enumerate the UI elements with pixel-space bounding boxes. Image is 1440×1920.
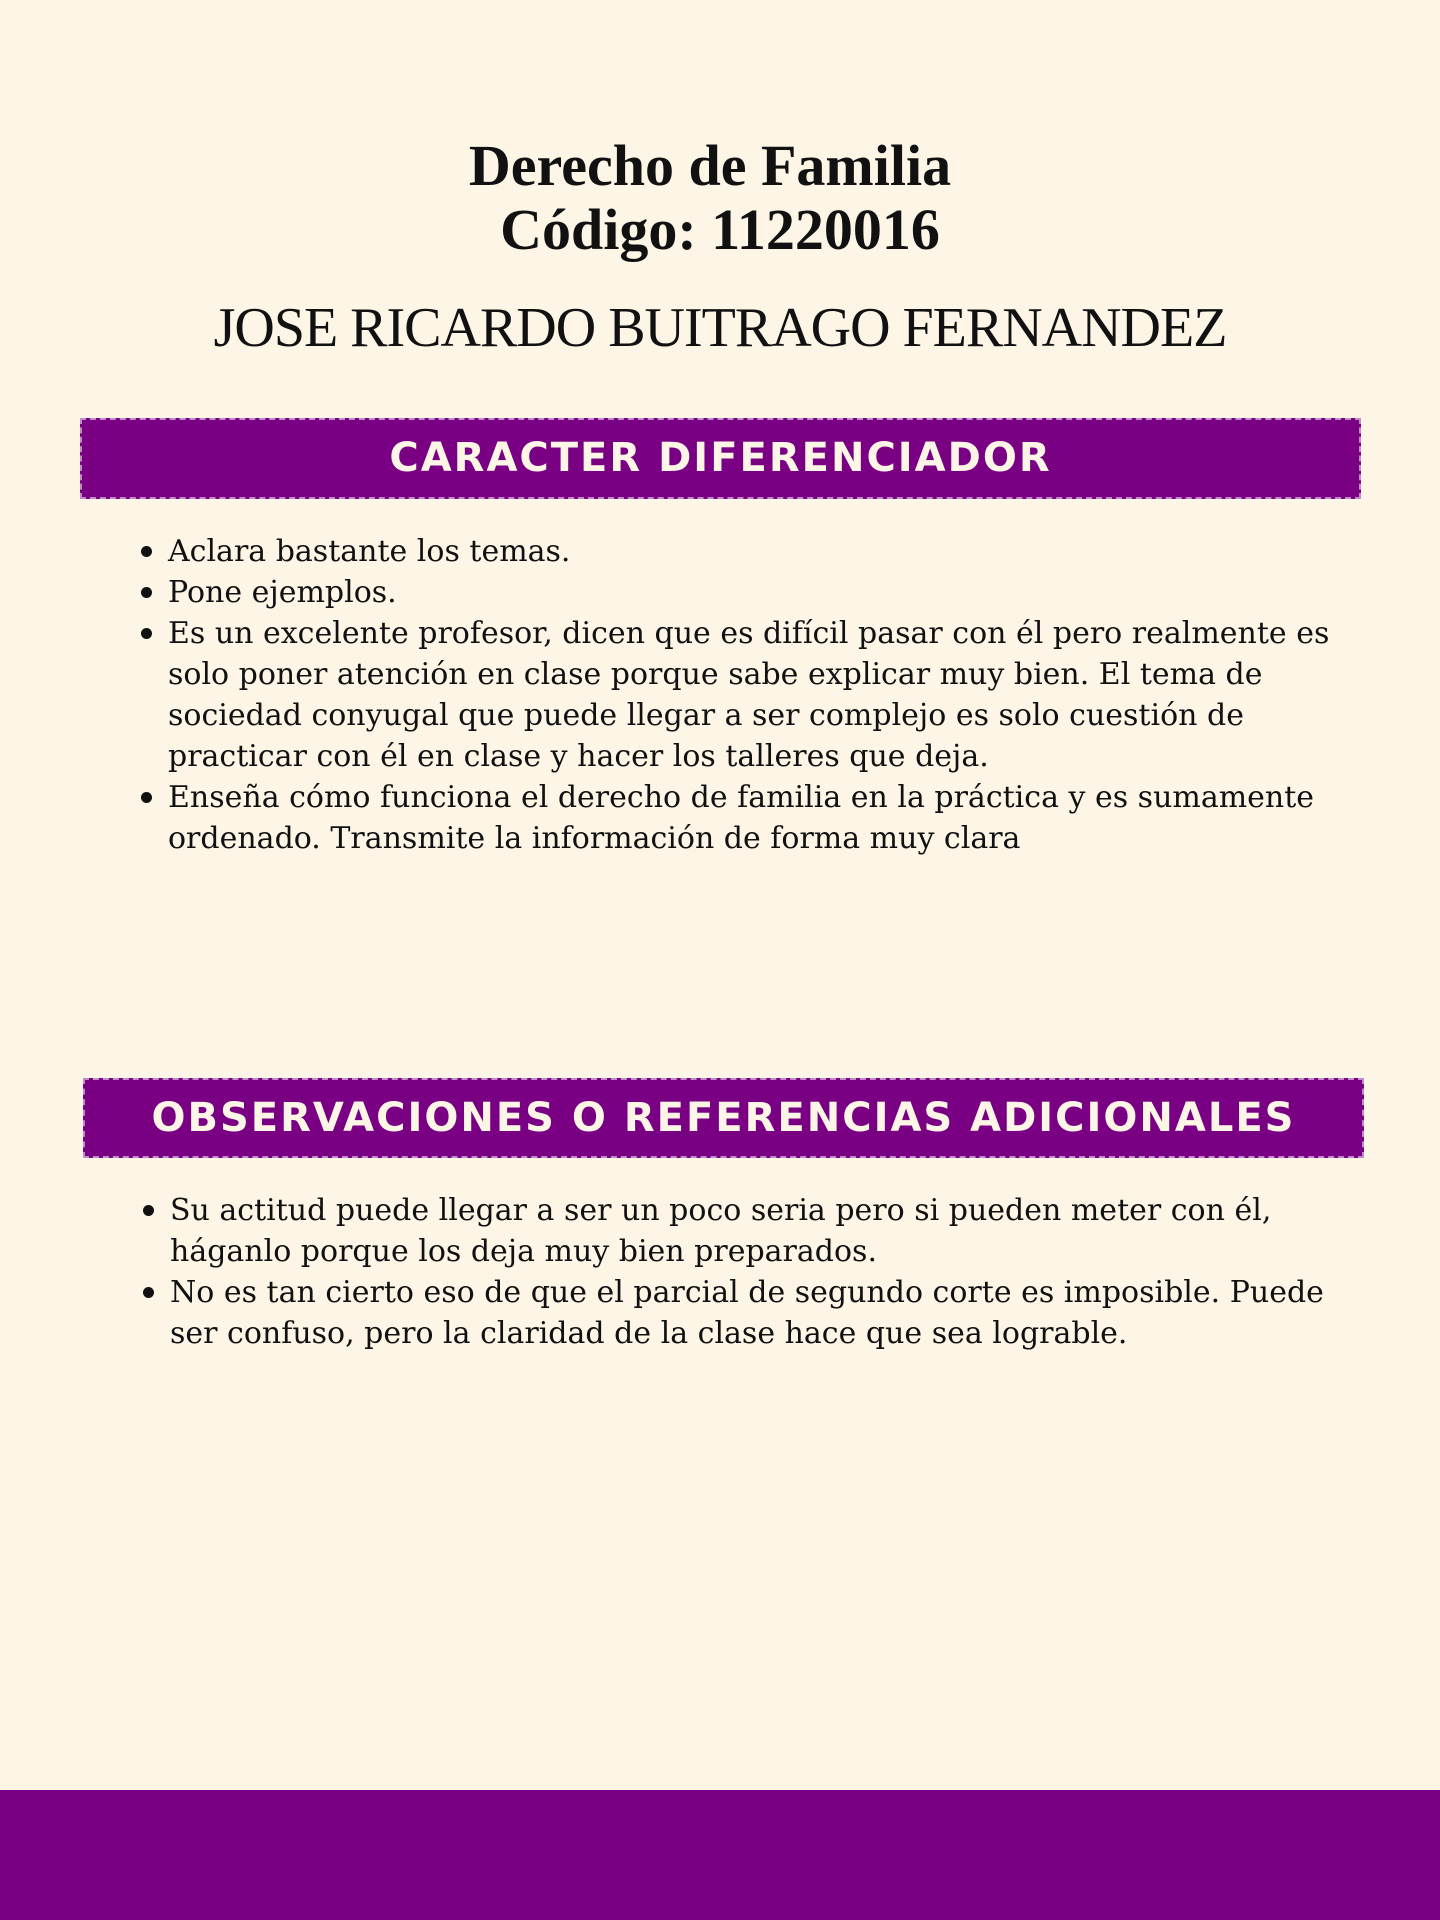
list-item: Aclara bastante los temas. — [138, 531, 1368, 572]
list-item: Pone ejemplos. — [138, 572, 1368, 613]
course-title: Derecho de Familia — [468, 133, 952, 198]
section-banner-caracter-diferenciador: CARACTER DIFERENCIADOR — [80, 418, 1361, 499]
list-item: Enseña cómo funciona el derecho de familia en la práctica y es sumamente ordenado. Transmite la información de forma muy clara — [138, 777, 1368, 859]
observaciones-list — [140, 1190, 1370, 1354]
course-code: Código: 11220016 — [500, 197, 940, 262]
footer-bar — [0, 1790, 1440, 1920]
section-banner-observaciones: OBSERVACIONES O REFERENCIAS ADICIONALES — [83, 1078, 1364, 1158]
professor-name: JOSE RICARDO BUITRAGO FERNANDEZ — [213, 297, 1227, 359]
caracter-diferenciador-list — [138, 531, 1368, 859]
list-item: Su actitud puede llegar a ser un poco seria pero si pueden meter con él, háganlo porque los deja muy bien preparados. — [140, 1190, 1370, 1272]
list-item: Es un excelente profesor, dicen que es difícil pasar con él pero realmente es solo poner atención en clase porque sabe explicar muy bien. El tema de sociedad conyugal que puede llegar a ser complejo es solo cuestión de practicar con él en clase y hacer los talleres que deja. — [138, 613, 1368, 777]
list-item: No es tan cierto eso de que el parcial de segundo corte es imposible. Puede ser confuso, pero la claridad de la clase hace que sea lograble. — [140, 1272, 1370, 1354]
